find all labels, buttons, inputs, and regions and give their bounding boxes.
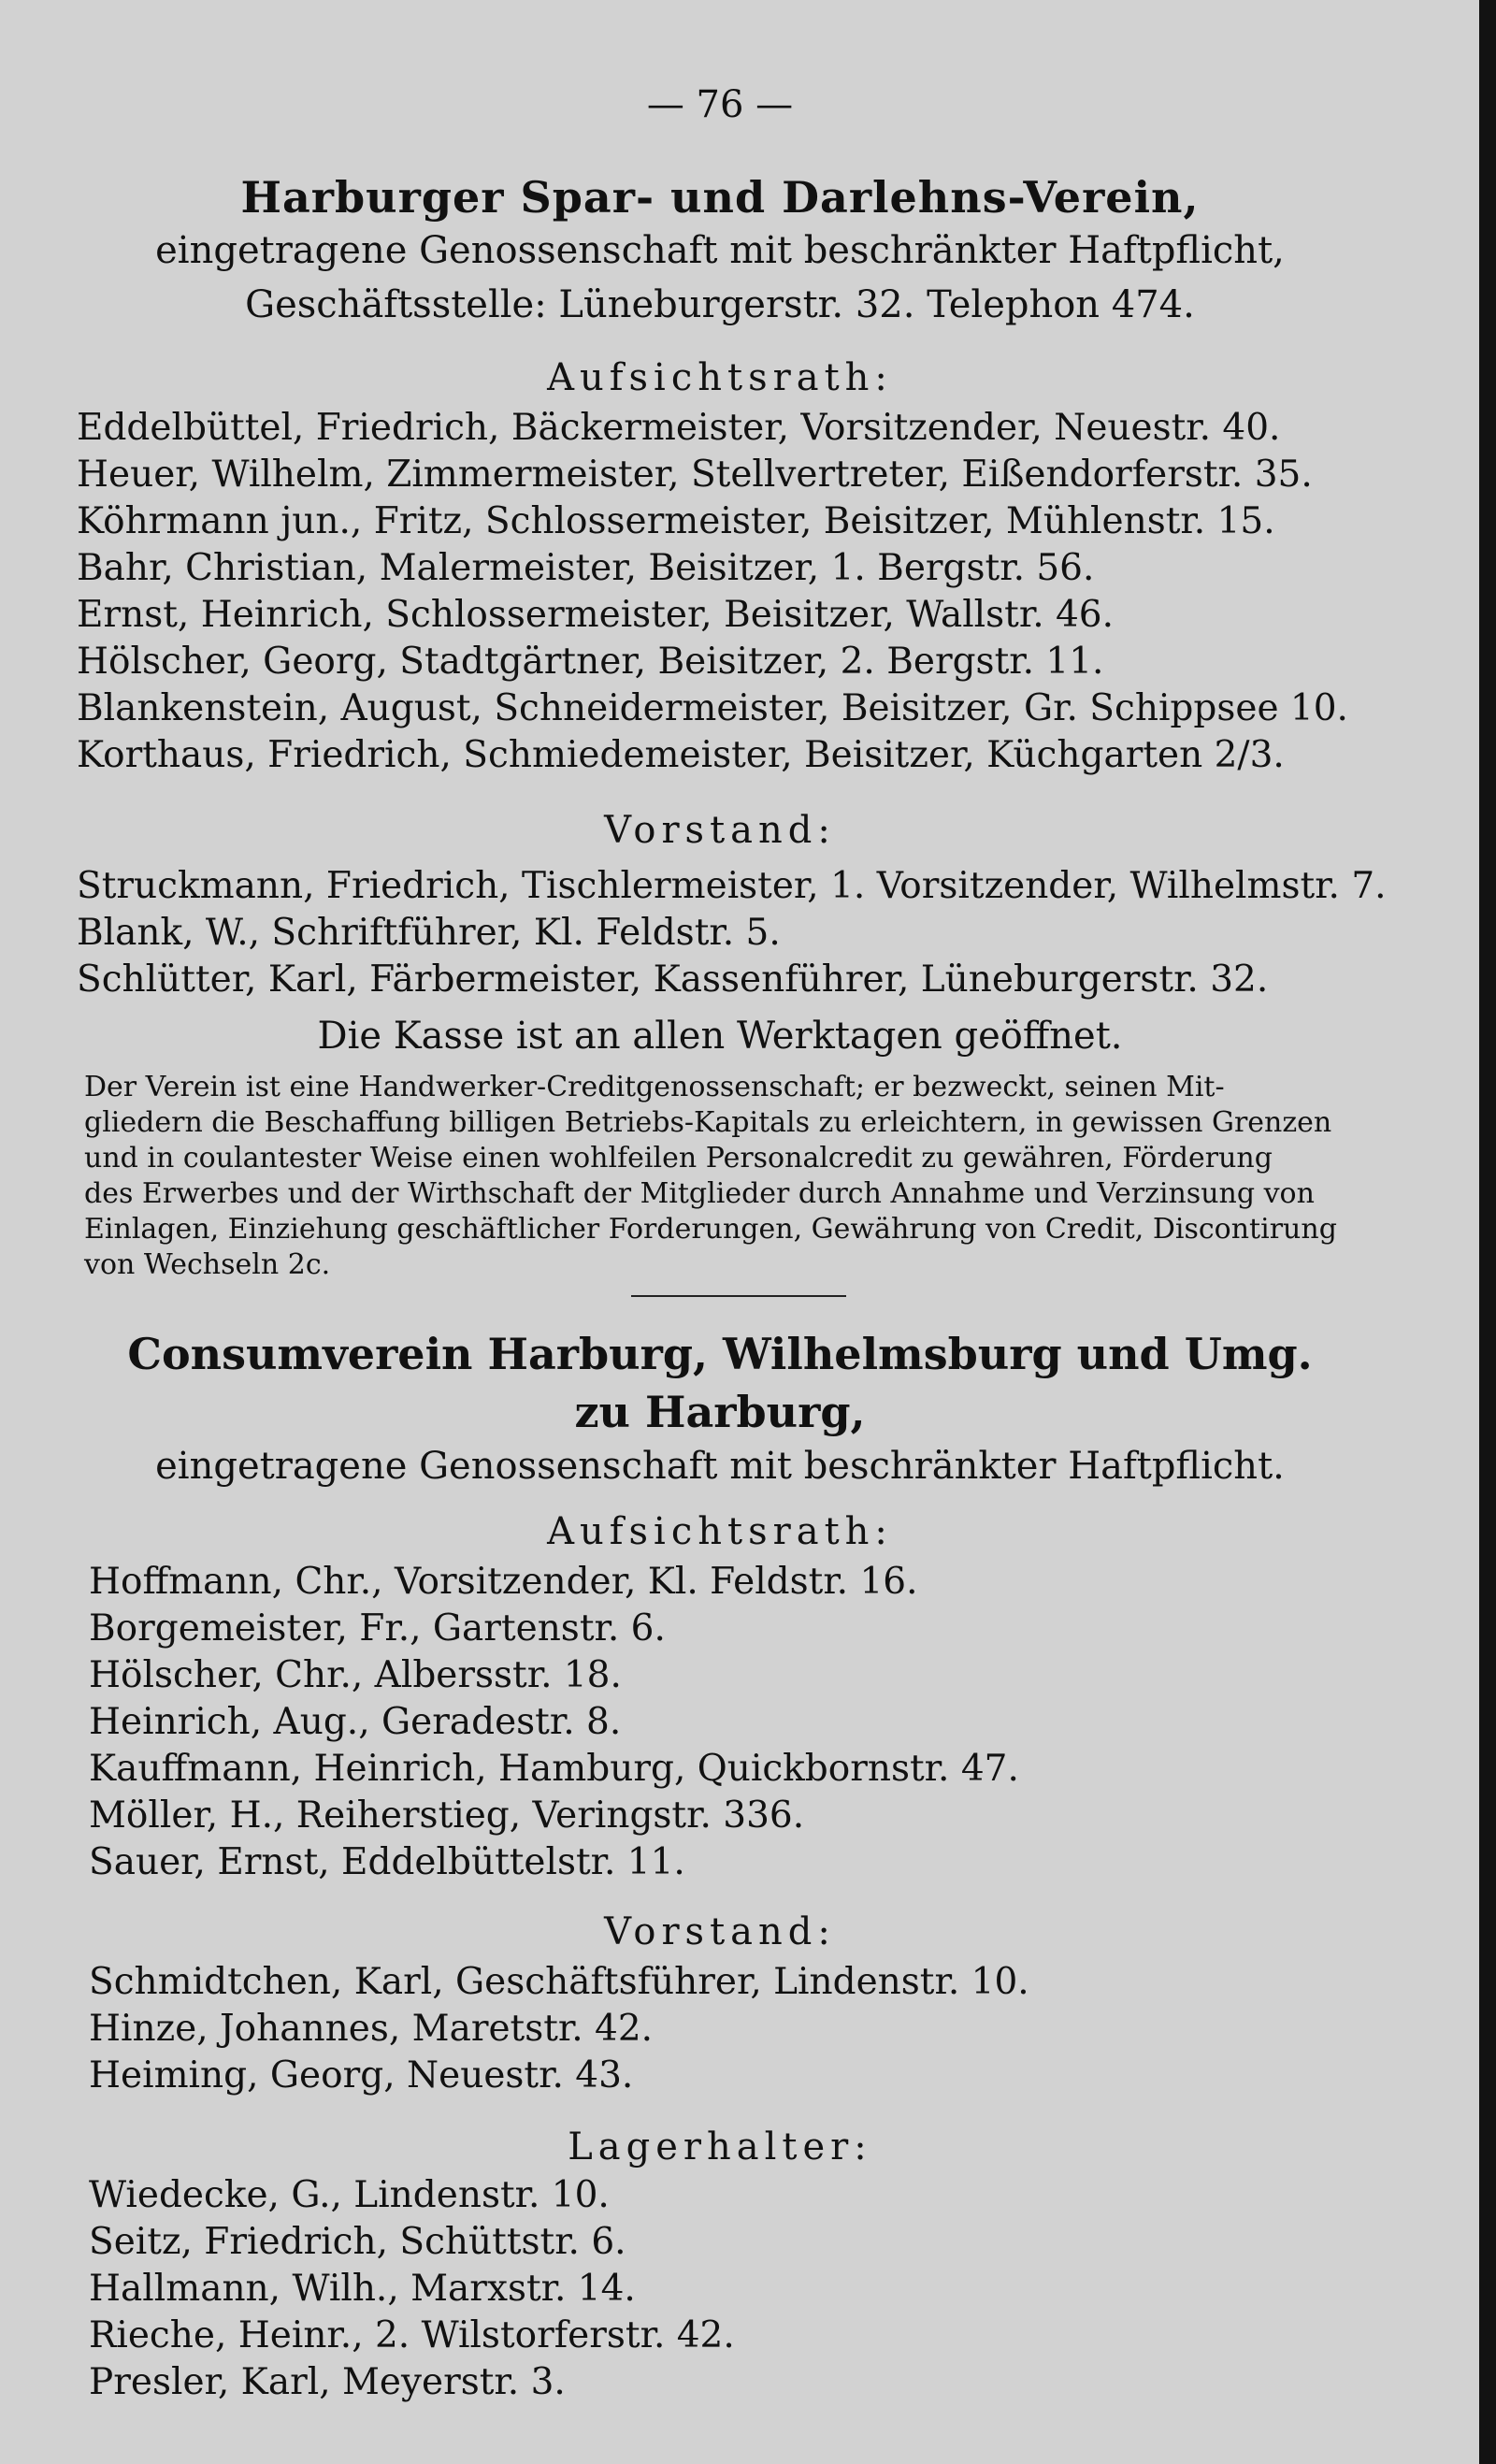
section2-aufsichtsrath-entry: Heinrich, Aug., Geradestr. 8.	[89, 1701, 622, 1743]
section1-address: Geschäftsstelle: Lüneburgerstr. 32. Telephon 474.	[245, 283, 1195, 326]
section1-vorstand-entry: Struckmann, Friedrich, Tischlermeister, 1. Vorsitzender, Wilhelmstr. 7.	[77, 865, 1387, 907]
section2-aufsichtsrath-entry: Hoffmann, Chr., Vorsitzender, Kl. Feldstr. 16.	[89, 1561, 918, 1603]
section1-aufsichtsrath-entry: Eddelbüttel, Friedrich, Bäckermeister, Vorsitzender, Neuestr. 40.	[77, 407, 1281, 449]
section1-note-line: und in coulantester Weise einen wohlfeilen Personalcredit zu gewähren, Förderung	[84, 1142, 1273, 1174]
section1-note-line: von Wechseln 2c.	[84, 1248, 331, 1281]
section1-aufsichtsrath-entry: Köhrmann jun., Fritz, Schlossermeister, Beisitzer, Mühlenstr. 15.	[77, 500, 1275, 542]
section1-title: Harburger Spar- und Darlehns-Verein,	[240, 172, 1200, 223]
section2-aufsichtsrath-entry: Sauer, Ernst, Eddelbüttelstr. 11.	[89, 1841, 685, 1883]
section2-aufsichtsrath-entry: Hölscher, Chr., Albersstr. 18.	[89, 1654, 622, 1696]
section2-vorstand-entry: Hinze, Johannes, Maretstr. 42.	[89, 2008, 654, 2050]
section2-aufsichtsrath-label: Aufsichtsrath:	[547, 1510, 893, 1553]
section2-vorstand-entry: Schmidtchen, Karl, Geschäftsführer, Lindenstr. 10.	[89, 1961, 1029, 2003]
section1-aufsichtsrath-entry: Ernst, Heinrich, Schlossermeister, Beisitzer, Wallstr. 46.	[77, 594, 1115, 636]
section2-vorstand-entry: Heiming, Georg, Neuestr. 43.	[89, 2054, 634, 2097]
section1-kasse-note: Die Kasse ist an allen Werktagen geöffnet.	[317, 1015, 1123, 1058]
section1-aufsichtsrath-entry: Korthaus, Friedrich, Schmiedemeister, Beisitzer, Küchgarten 2/3.	[77, 734, 1285, 776]
section2-lagerhalter-entry: Seitz, Friedrich, Schüttstr. 6.	[89, 2221, 626, 2263]
section2-lagerhalter-entry: Hallmann, Wilh., Marxstr. 14.	[89, 2268, 636, 2310]
section2-title: Consumverein Harburg, Wilhelmsburg und Umg.	[127, 1329, 1313, 1379]
section1-vorstand-label: Vorstand:	[604, 809, 836, 852]
section1-note-line: des Erwerbes und der Wirthschaft der Mitglieder durch Annahme und Verzinsung von	[84, 1177, 1315, 1210]
section2-aufsichtsrath-entry: Möller, H., Reiherstieg, Veringstr. 336.	[89, 1794, 805, 1837]
section1-vorstand-entry: Blank, W., Schriftführer, Kl. Feldstr. 5.	[77, 912, 781, 954]
page-edge	[1479, 0, 1496, 2464]
page-number: — 76 —	[646, 83, 794, 126]
section2-lagerhalter-entry: Wiedecke, G., Lindenstr. 10.	[89, 2174, 610, 2216]
section1-note-line: Der Verein ist eine Handwerker-Creditgenossenschaft; er bezweckt, seinen Mit-	[84, 1071, 1225, 1103]
section1-aufsichtsrath-label: Aufsichtsrath:	[547, 356, 893, 399]
section2-lagerhalter-entry: Presler, Karl, Meyerstr. 3.	[89, 2361, 566, 2403]
section-divider	[631, 1295, 846, 1297]
section2-aufsichtsrath-entry: Borgemeister, Fr., Gartenstr. 6.	[89, 1607, 666, 1650]
section1-aufsichtsrath-entry: Bahr, Christian, Malermeister, Beisitzer, 1. Bergstr. 56.	[77, 547, 1095, 589]
section2-lagerhalter-label: Lagerhalter:	[568, 2125, 872, 2169]
section1-vorstand-entry: Schlütter, Karl, Färbermeister, Kassenführer, Lüneburgerstr. 32.	[77, 958, 1269, 1001]
section1-aufsichtsrath-entry: Hölscher, Georg, Stadtgärtner, Beisitzer, 2. Bergstr. 11.	[77, 641, 1104, 683]
section2-title-line2: zu Harburg,	[574, 1387, 866, 1437]
section1-note-line: Einlagen, Einziehung geschäftlicher Forderungen, Gewährung von Credit, Discontirung	[84, 1213, 1337, 1246]
section2-lagerhalter-entry: Rieche, Heinr., 2. Wilstorferstr. 42.	[89, 2314, 735, 2356]
section2-vorstand-label: Vorstand:	[604, 1910, 836, 1953]
section1-aufsichtsrath-entry: Blankenstein, August, Schneidermeister, Beisitzer, Gr. Schippsee 10.	[77, 687, 1348, 729]
section2-aufsichtsrath-entry: Kauffmann, Heinrich, Hamburg, Quickbornstr. 47.	[89, 1748, 1019, 1790]
section1-subtitle: eingetragene Genossenschaft mit beschränkter Haftpflicht,	[155, 229, 1285, 272]
section2-subtitle: eingetragene Genossenschaft mit beschränkter Haftpflicht.	[155, 1445, 1285, 1488]
section1-aufsichtsrath-entry: Heuer, Wilhelm, Zimmermeister, Stellvertreter, Eißendorferstr. 35.	[77, 454, 1313, 496]
section1-note-line: gliedern die Beschaffung billigen Betriebs-Kapitals zu erleichtern, in gewissen Grenzen	[84, 1106, 1332, 1139]
